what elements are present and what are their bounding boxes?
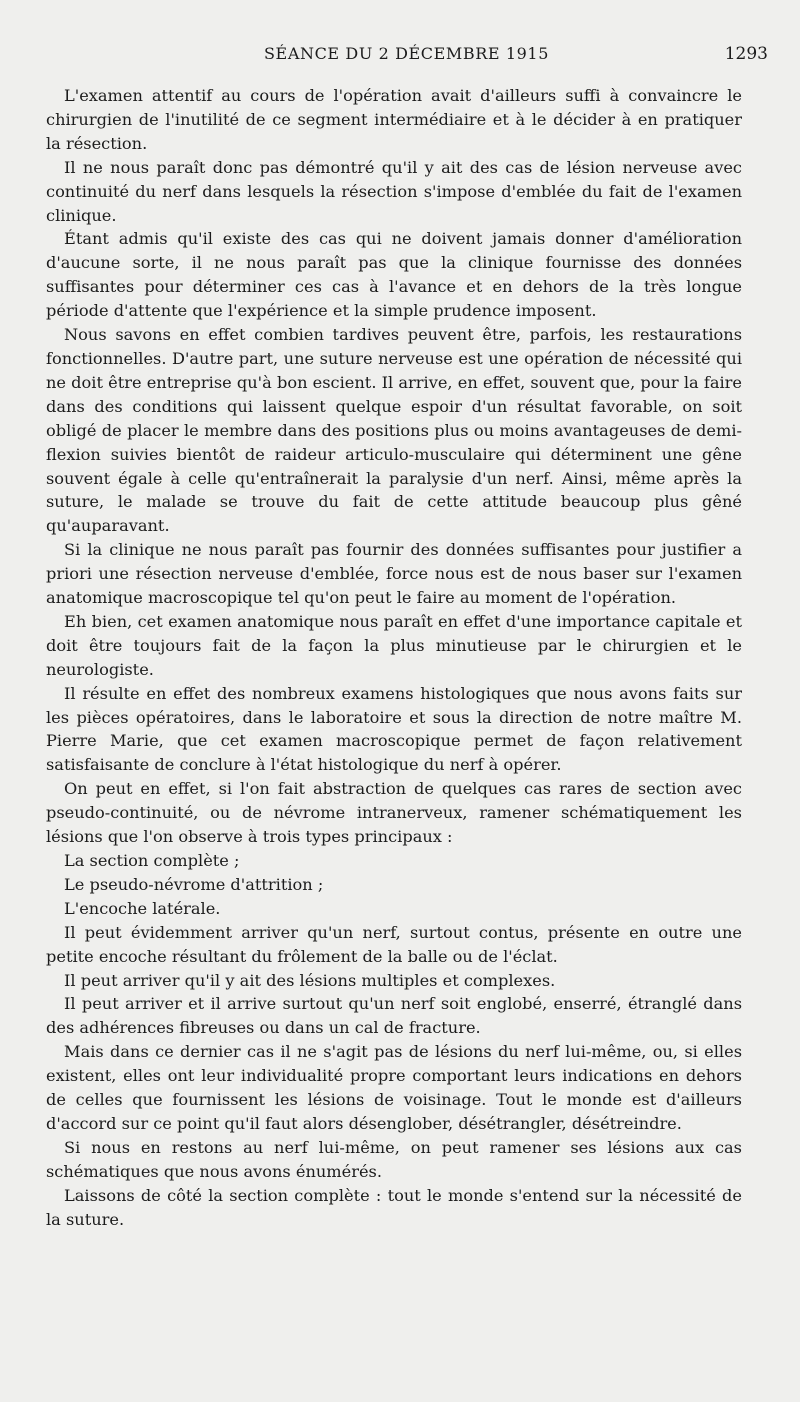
body-text — [46, 84, 742, 1232]
page-number: 1293 — [724, 44, 768, 64]
paragraph: L'examen attentif au cours de l'opération avait d'ailleurs suffi à convaincre le chirurgien de l'inutilité de ce segment intermédiaire et à le décider à en pratiquer la résection. — [46, 86, 742, 153]
paragraph: Il résulte en effet des nombreux examens histologiques que nous avons faits sur les pièces opératoires, dans le laboratoire et sous la direction de notre maître M. Pierre Marie, que cet examen macroscopique permet de façon relativement satisfaisante de conclure à l'état histologique du nerf à opérer. — [46, 683, 742, 775]
paragraph: Étant admis qu'il existe des cas qui ne doivent jamais donner d'amélioration d'aucune sorte, il ne nous paraît pas que la clinique fournisse des données suffisantes pour déterminer ces cas à l'avance et en dehors de la très longue période d'attente que l'expérience et la simple prudence imposent. — [46, 229, 742, 321]
paragraph: Nous savons en effet combien tardives peuvent être, parfois, les restaurations fonctionnelles. D'autre part, une suture nerveuse est une opération de nécessité qui ne doit être entreprise qu'à bon escient. Il arrive, en effet, souvent que, pour la faire dans des conditions qui laissent quelque espoir d'un résultat favorable, on soit obligé de placer le membre dans des positions plus ou moins avantageuses de demi-flexion suivies bientôt de raideur articulo-musculaire qui déterminent une gêne souvent égale à celle qu'entraînerait la paralysie d'un nerf. Ainsi, même après la suture, le malade se trouve du fait de cette attitude beaucoup plus gêné qu'auparavant. — [46, 325, 742, 536]
paragraph: On peut en effet, si l'on fait abstraction de quelques cas rares de section avec pseudo-continuité, ou de névrome intranerveux, ramener schématiquement les lésions que l'on observe à trois types principaux : — [46, 779, 742, 847]
paragraph: Si nous en restons au nerf lui-même, on peut ramener ses lésions aux cas schématiques que nous avons énumérés. — [46, 1137, 742, 1181]
paragraph: Il peut arriver qu'il y ait des lésions multiples et complexes. — [64, 970, 556, 990]
list-item: L'encoche latérale. — [64, 898, 221, 918]
running-title: SÉANCE DU 2 DÉCEMBRE 1915 — [264, 44, 549, 63]
list-item: Le pseudo-névrome d'attrition ; — [64, 874, 324, 894]
paragraph: Si la clinique ne nous paraît pas fournir des données suffisantes pour justifier a priori une résection nerveuse d'emblée, force nous est de nous baser sur l'examen anatomique macroscopique tel qu'on peut le faire au moment de l'opération. — [46, 540, 742, 608]
page-header — [48, 44, 768, 72]
paragraph: Eh bien, cet examen anatomique nous paraît en effet d'une importance capitale et doit être toujours fait de la façon la plus minutieuse par le chirurgien et le neurologiste. — [46, 611, 742, 679]
paragraph: Mais dans ce dernier cas il ne s'agit pas de lésions du nerf lui-même, ou, si elles existent, elles ont leur individualité propre comportant leurs indications en dehors de celles que fournissent les lésions de voisinage. Tout le monde est d'ailleurs d'accord sur ce point qu'il faut alors désenglober, désétrangler, désétreindre. — [46, 1042, 742, 1133]
paragraph: Il peut arriver et il arrive surtout qu'un nerf soit englobé, enserré, étranglé dans des adhérences fibreuses ou dans un cal de fracture. — [46, 994, 742, 1038]
paragraph: Il ne nous paraît donc pas démontré qu'il y ait des cas de lésion nerveuse avec continuité du nerf dans lesquels la résection s'impose d'emblée du fait de l'examen clinique. — [46, 157, 742, 225]
paragraph: Laissons de côté la section complète : tout le monde s'entend sur la nécessité de la suture. — [46, 1185, 742, 1229]
list-item: La section complète ; — [64, 851, 240, 870]
paragraph: Il peut évidemment arriver qu'un nerf, surtout contus, présente en outre une petite encoche résultant du frôlement de la balle ou de l'éclat. — [46, 922, 742, 966]
